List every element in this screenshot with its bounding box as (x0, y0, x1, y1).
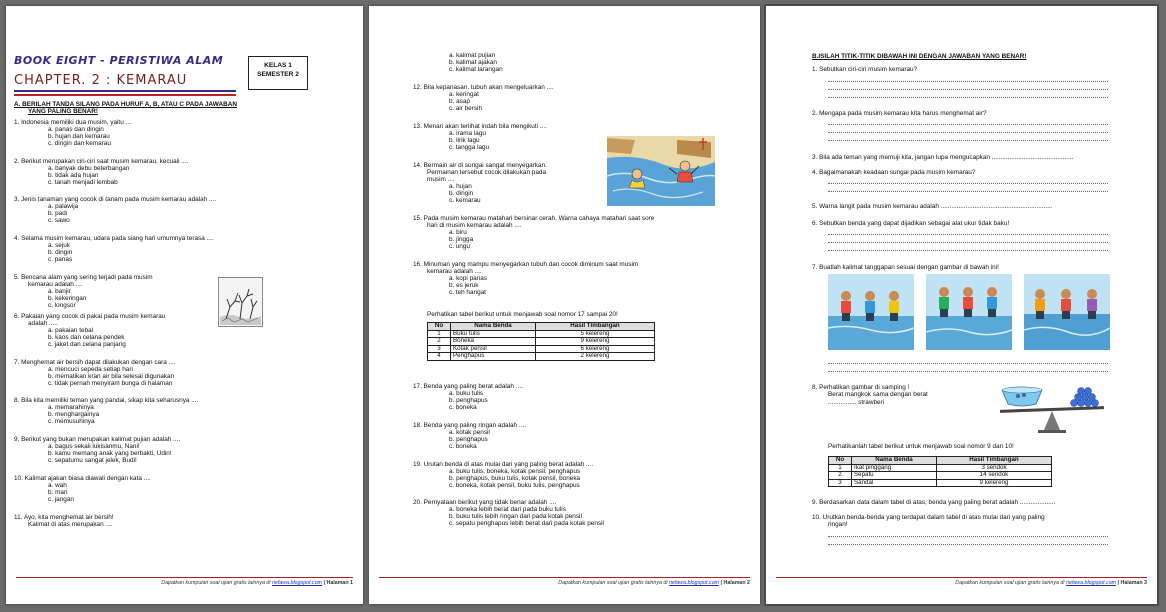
option: a. banyak debu beterbangan (48, 165, 130, 172)
question-6-cont: adalah ..... (28, 320, 58, 327)
option: a. kalimat pujian (449, 52, 496, 59)
balance-scale-image (994, 386, 1110, 436)
weight-table (828, 456, 1052, 487)
panel-1 (828, 274, 914, 350)
page-number: | Halaman 1 (323, 580, 353, 586)
option: b. kamu memang anak yang berbakti, Udin! (48, 450, 172, 457)
question-5: 5. Bencana alam yang sering terjadi pada musim (14, 274, 153, 281)
answer-line[interactable] (828, 536, 1108, 537)
page-1 (6, 6, 363, 604)
footer-text: Dapatkan kumpulan soal ujian gratis lainnya di (161, 580, 271, 586)
question-7: 7. Menghemat air bersih dapat dilakukan dengan cara .... (14, 359, 176, 366)
header-divider-blue (14, 90, 236, 92)
section-b-heading: B.ISILAH TITIK-TITIK DIBAWAH INI DENGAN JAWABAN YANG BENAR! (812, 53, 1027, 60)
option: c. kalimat larangan (449, 66, 503, 73)
essay-question-2: 2. Mengapa pada musim kemarau kita harus menghemat air? (812, 110, 987, 117)
table-cell: 5 kelereng (536, 330, 655, 338)
option: c. dingin dan kemarau (48, 140, 111, 147)
essay-question-6: 6. Sebutkan benda yang dapat dijadikan sebagai alat ukur tidak baku! (812, 220, 1010, 227)
option: c. longsor (48, 302, 76, 309)
question-9: 9. Berikut yang bukan merupakan kalimat pujian adalah .... (14, 436, 181, 443)
option: b. hujan dan kemarau (48, 133, 110, 140)
option: c. sepatumu sangat jelek, Budi! (48, 457, 137, 464)
panel-2 (926, 274, 1012, 350)
option: c. memusuhinya (48, 418, 95, 425)
answer-line[interactable] (828, 140, 1108, 141)
table-cell: Penghapus (451, 353, 536, 361)
option: b. kalimat ajakan (449, 59, 497, 66)
table-cell: Buku tulis (451, 330, 536, 338)
question-2: 2. Berikut merupakan ciri-ciri saat musim kemarau, kecuali .... (14, 158, 189, 165)
option: c. sawo (48, 217, 70, 224)
essay-question-10: 10. Urutkan benda-benda yang terdapat dalam tabel di atas mulai dari yang paling (812, 514, 1045, 521)
table-cell: Ikat pinggang (852, 464, 937, 472)
option: c. tangga lagu (449, 144, 490, 151)
question-6: 6. Pakaian yang cocok di pakai pada musim kemarau (14, 313, 166, 320)
answer-line[interactable] (828, 371, 1108, 372)
option: b. kaos dan celana pendek (48, 334, 125, 341)
option: a. kotak pensil (449, 429, 490, 436)
essay-question-1: 1. Sebutkan ciri-ciri musim kemarau? (812, 66, 918, 73)
option: a. banjir (48, 288, 71, 295)
question-16-cont: kemarau adalah .... (427, 268, 482, 275)
option: c. tanah menjadi lembab (48, 179, 118, 186)
question-19: 19. Urutan benda di atas mulai dari yang paling berat adalah .... (413, 461, 594, 468)
footer-text: Dapatkan kumpulan soal ujian gratis lainnya di (558, 580, 668, 586)
drought-tree-image (218, 277, 263, 327)
essay-question-8-cont: Berat mangkok sama dengan berat (828, 391, 928, 398)
table-cell: Boneka (451, 338, 536, 346)
question-15: 15. Pada musim kemarau matahari bersinar cerah. Warna cahaya matahari saat sore (413, 215, 655, 222)
answer-line[interactable] (828, 81, 1108, 82)
essay-question-8: 8. Perhatikan gambar di samping ! (812, 384, 910, 391)
table-header: No (829, 457, 852, 465)
question-8: 8. Bila kita memiliki teman yang pandai, sikap kita seharusnya .... (14, 397, 199, 404)
answer-line[interactable] (828, 183, 1108, 184)
question-13: 13. Menari akan terlihat indah bila mengikuti .... (413, 123, 547, 130)
option: b. asap (449, 98, 470, 105)
page-footer (379, 577, 750, 586)
option: a. kopi panas (449, 275, 488, 282)
option: b. es jeruk (449, 282, 479, 289)
table-cell: 6 kelereng (536, 345, 655, 353)
option: b. mematikan kran air bila selesai digunakan (48, 373, 175, 380)
option: c. ungu (449, 243, 470, 250)
question-1: 1. Indonesia memiliki dua musim, yaitu .... (14, 119, 133, 126)
table-cell: 3 (428, 345, 451, 353)
table-cell: 2 kelereng (536, 353, 655, 361)
question-3: 3. Jenis tanaman yang cocok di tanam pada musim kemarau adalah .... (14, 196, 217, 203)
section-a-heading: A. BERILAH TANDA SILANG PADA HURUF A, B, ATAU C PADA JAWABAN (14, 101, 237, 108)
option: c. panas (48, 256, 73, 263)
table-row (829, 479, 1052, 487)
table-cell: 2 (829, 472, 852, 480)
answer-line[interactable] (828, 234, 1108, 235)
question-14-cont: Permainan tersebut cocok dilakukan pada (427, 169, 547, 176)
question-11: 11. Ayo, kita menghemat air bersih! (14, 514, 114, 521)
option: c. teh hangat (449, 289, 486, 296)
option: a. palawija (48, 203, 79, 210)
option: c. jaket dan celana panjang (48, 341, 126, 348)
table-cell: 3 sendok (937, 464, 1052, 472)
page-3 (766, 6, 1157, 604)
semester-label: SEMESTER 2 (257, 71, 299, 78)
table-cell: 9 kelereng (536, 338, 655, 346)
table-intro: Perhatikanlah tabel berikut untuk menjawab soal nomor 9 dan 10! (828, 443, 1014, 450)
table-cell: Kotak pensil (451, 345, 536, 353)
page-number: | Halaman 2 (720, 580, 750, 586)
option: b. penghapus (449, 397, 488, 404)
option: a. bagus sekali lukisanmu, Nani! (48, 443, 140, 450)
option: a. sejuk (48, 242, 71, 249)
option: a. buku tulis (449, 390, 484, 397)
essay-question-10-cont: ringan! (828, 521, 848, 528)
option: b. mari (48, 489, 68, 496)
option: b. penghapus, buku tulis, kotak pensil, boneka (449, 475, 581, 482)
river-play-image (607, 136, 715, 206)
option: b. tidak ada hujan (48, 172, 99, 179)
page-number: | Halaman 3 (1117, 580, 1147, 586)
table-row (829, 472, 1052, 480)
table-header: No (428, 323, 451, 331)
class-semester-box (248, 56, 308, 90)
answer-line[interactable] (828, 124, 1108, 125)
chapter-title: CHAPTER. 2 : KEMARAU (14, 73, 188, 88)
option: b. lirik lagu (449, 137, 480, 144)
option: a. biru (449, 229, 467, 236)
option: b. kekeringan (48, 295, 87, 302)
answer-line[interactable] (828, 242, 1108, 243)
option: a. buku tulis, boneka, kotak pensil, penghapus (449, 468, 581, 475)
question-14: 14. Bermain air di sungai sangat menyegarkan. (413, 162, 547, 169)
answer-line[interactable] (828, 89, 1108, 90)
answer-line[interactable] (828, 132, 1108, 133)
essay-question-3: 3. Bila ada teman yang memuji kita, jangan lupa mengucapkan .............................................. (812, 154, 1074, 161)
option: c. tidak pernah menyiram bunga di halaman (48, 380, 173, 387)
table-cell: 1 (428, 330, 451, 338)
footer-link[interactable]: riefawa.blogspot.com (669, 580, 720, 586)
table-row (428, 353, 655, 361)
page-footer (16, 577, 353, 586)
answer-line[interactable] (828, 544, 1108, 545)
question-5-cont: kemarau adalah .... (28, 281, 83, 288)
table-cell: Sepatu (852, 472, 937, 480)
answer-line[interactable] (828, 363, 1108, 364)
answer-line[interactable] (828, 191, 1108, 192)
table-header: Hasil Timbangan (937, 457, 1052, 465)
table-cell: Sandal (852, 479, 937, 487)
table-cell: 1 (829, 464, 852, 472)
table-cell: 3 (829, 479, 852, 487)
option: b. buku tulis lebih ringan dari pada kotak pensil (449, 513, 582, 520)
option: a. hujan (449, 183, 472, 190)
option: b. menghargainya (48, 411, 100, 418)
option: a. pakaian tebal (48, 327, 94, 334)
question-18: 18. Benda yang paling ringan adalah .... (413, 422, 526, 429)
table-header-row (829, 457, 1052, 465)
question-17: 17. Benda yang paling berat adalah .... (413, 383, 523, 390)
option: a. panas dan dingin (48, 126, 104, 133)
panel-3 (1024, 274, 1110, 350)
essay-question-9: 9. Berdasarkan data dalam tabel di atas, benda yang paling berat adalah .................... (812, 499, 1056, 506)
table-header: Nama Benda (852, 457, 937, 465)
essay-question-8-cont: ................ strawberi (828, 399, 885, 406)
option: a. mencuci sepeda setiap hari (48, 366, 133, 373)
table-cell: 2 (428, 338, 451, 346)
section-a-heading-cont: YANG PALING BENAR! (28, 108, 98, 115)
answer-line[interactable] (828, 97, 1108, 98)
option: c. boneka, kotak pensil, buku tulis, penghapus (449, 482, 580, 489)
question-20: 20. Pernyataan berikut yang tidak benar adalah .... (413, 499, 557, 506)
weight-table (427, 322, 655, 361)
option: b. penghapus (449, 436, 488, 443)
option: c. boneka (449, 404, 477, 411)
class-label: KELAS 1 (264, 62, 292, 69)
table-header-row (428, 323, 655, 331)
children-river-image (828, 274, 1110, 350)
question-14-cont: musim .... (427, 176, 455, 183)
table-cell: 14 sendok (937, 472, 1052, 480)
question-11-cont: Kalimat di atas merupakan .... (28, 521, 113, 528)
option: a. irama lagu (449, 130, 486, 137)
answer-line[interactable] (828, 250, 1108, 251)
option: b. dingin (48, 249, 73, 256)
option: c. jangan (48, 496, 74, 503)
option: b. dingin (449, 190, 474, 197)
question-4: 4. Selama musim kemarau, udara pada siang hari umumnya terasa .... (14, 235, 214, 242)
essay-question-5: 5. Warna langit pada musim kemarau adalah ............................................................... (812, 203, 1053, 210)
question-15-cont: hari di musim kemarau adalah .... (427, 222, 522, 229)
table-cell: 4 (428, 353, 451, 361)
option: a. boneka lebih berat dari pada buku tulis (449, 506, 566, 513)
header-divider-red (14, 94, 236, 96)
question-10: 10. Kalimat ajakan biasa diawali dengan kata .... (14, 475, 151, 482)
essay-question-4: 4. Bagaimanakah keadaan sungai pada musim kemarau? (812, 169, 976, 176)
essay-question-7: 7. Buatlah kalimat tanggapan sesuai dengan gambar di bawah ini! (812, 264, 999, 271)
option: c. kemarau (449, 197, 481, 204)
option: a. keringat (449, 91, 479, 98)
option: c. boneka (449, 443, 477, 450)
option: c. sepatu penghapus lebih berat dari pada kotak pensil (449, 520, 604, 527)
option: a. wah (48, 482, 67, 489)
table-header: Nama Benda (451, 323, 536, 331)
book-title: BOOK EIGHT - PERISTIWA ALAM (14, 54, 224, 67)
footer-text: Dapatkan kumpulan soal ujian gratis lainnya di (955, 580, 1065, 586)
option: b. padi (48, 210, 68, 217)
footer-link[interactable]: riefawa.blogspot.com (1066, 580, 1117, 586)
table-cell: 9 kelereng (937, 479, 1052, 487)
question-12: 12. Bila kepanasan, tubuh akan mengeluarkan .... (413, 84, 554, 91)
option: a. memarahinya (48, 404, 94, 411)
table-intro: Perhatikan tabel berikut untuk menjawab soal nomor 17 sampai 20! (427, 311, 618, 318)
table-header: Hasil Timbangan (536, 323, 655, 331)
page-footer (776, 577, 1147, 586)
page-2 (369, 6, 760, 604)
option: c. air bersih (449, 105, 483, 112)
question-16: 16. Minuman yang mampu menyegarkan tubuh dan cocok diminum saat musim (413, 261, 639, 268)
option: b. jingga (449, 236, 474, 243)
footer-link[interactable]: riefawa.blogspot.com (272, 580, 323, 586)
table-row (428, 338, 655, 346)
